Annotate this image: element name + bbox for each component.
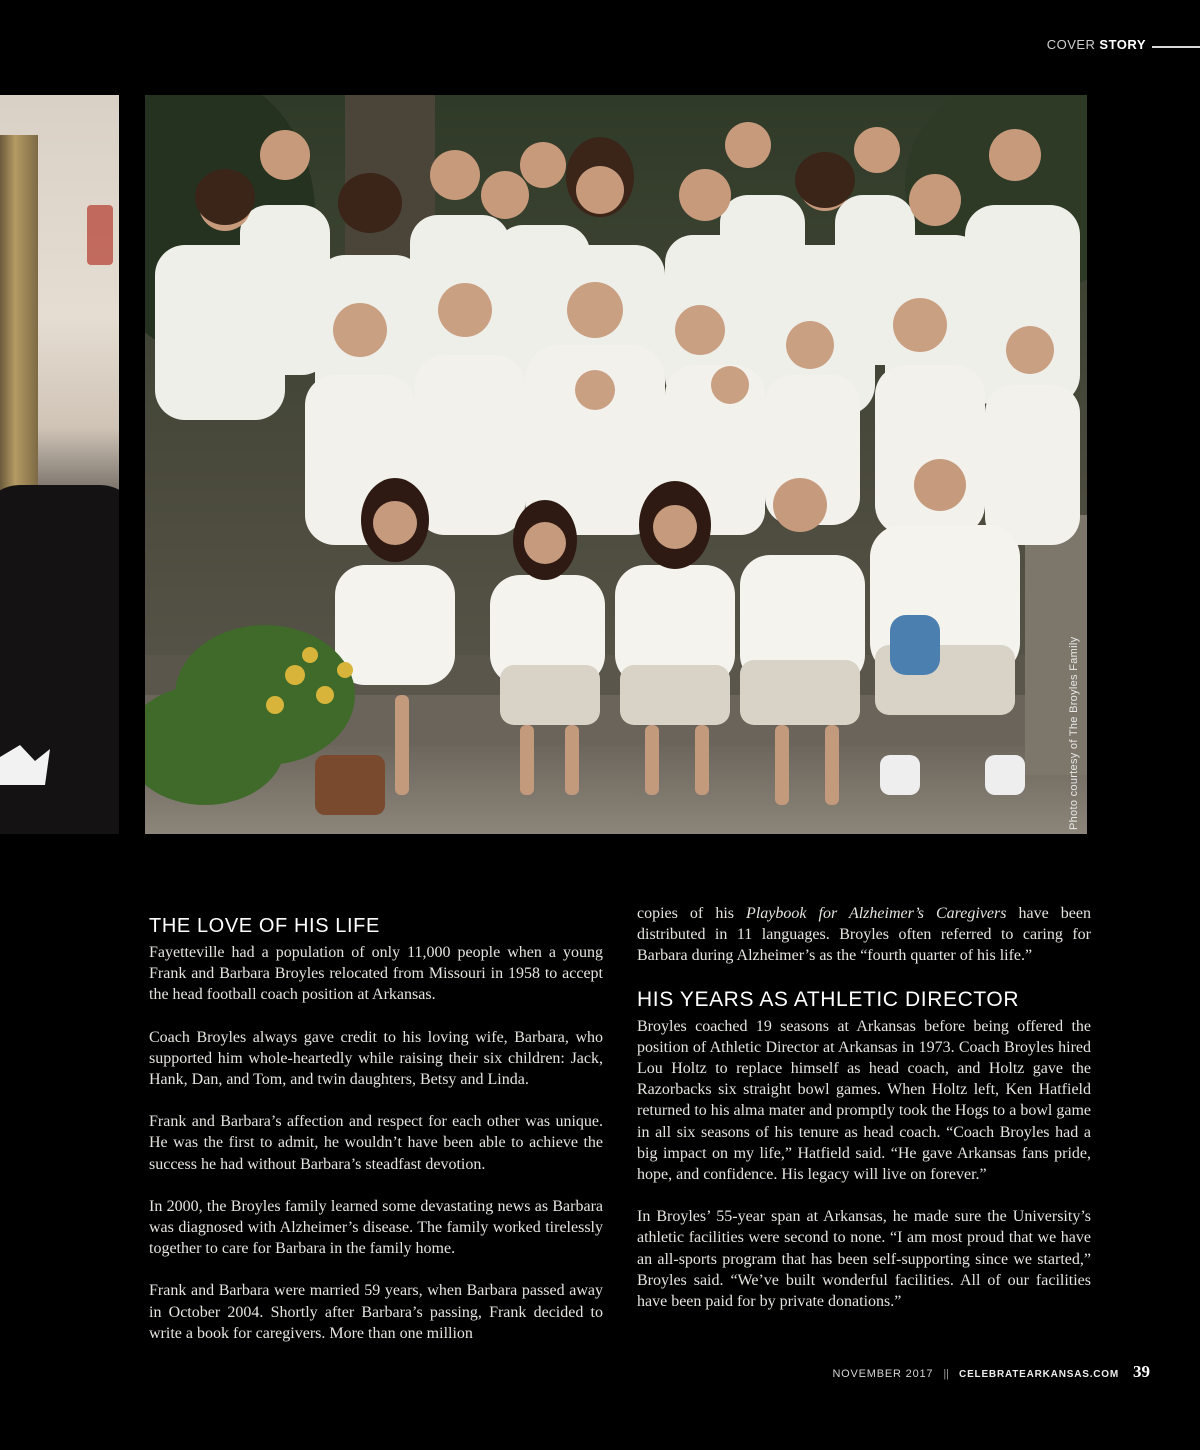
text-run: copies of his: [637, 905, 747, 922]
family-photo: [145, 95, 1087, 834]
heading-love-of-his-life: THE LOVE OF HIS LIFE: [149, 915, 380, 937]
family-photo-illustration: [145, 95, 1087, 834]
section-label: COVER: [1046, 36, 1096, 52]
page-footer: [832, 1362, 1150, 1382]
footer-separator: ||: [943, 1368, 950, 1380]
picture-frame: [0, 135, 38, 495]
paragraph: In 2000, the Broyles family learned some devastating news as Barbara was diagnosed with Alzheimer’s disease. The family worked tirelessly together to care for Barbara in the family home.: [149, 1197, 603, 1258]
article-column-left: [149, 914, 603, 1365]
paragraph: In Broyles’ 55-year span at Arkansas, he made sure the University’s athletic facilities were second to none. “I am most proud that we have an all-sports program that has been self-supporting since we started,” Broyles said. “We’ve built wonderful facilities. All of our facilities have been paid for by private donations.”: [637, 1208, 1091, 1311]
paragraph: Broyles coached 19 seasons at Arkansas before being offered the position of Athletic Director at Arkansas in 1973. Coach Broyles hired Lou Holtz to replace himself as head coach, and Holtz gave the Razorbacks six straight bowl games. When Holtz left, Ken Hatfield returned to his alma mater and promptly took the Hogs to a bowl game in all six seasons of his tenure as head coach. “Coach Broyles had a big impact on my life,” Hatfield said. “He gave Arkansas fans pride, hope, and confidence. His legacy will live on forever.”: [637, 1017, 1091, 1184]
photo-credit: Photo courtesy of The Broyles Family: [1068, 636, 1080, 830]
book-title: Playbook for Alzheimer’s Caregivers: [746, 905, 1007, 922]
heading-athletic-director: HIS YEARS AS ATHLETIC DIRECTOR: [637, 987, 1020, 1011]
section-label-bold: STORY: [1099, 36, 1146, 52]
background-detail: [87, 205, 113, 265]
paragraph: Coach Broyles always gave credit to his loving wife, Barbara, who supported him whole-heartedly while raising their six children: Jack, Hank, Dan, and Tom, and twin daughters, Betsy and Linda.: [149, 1028, 603, 1089]
website-link[interactable]: CELEBRATEARKANSAS.COM: [959, 1369, 1119, 1380]
text-run: have been distributed in 11 languages. Broyles often referred to caring for Barbara during Alzheimer’s as the “fourth quarter of his life.”: [637, 905, 1091, 965]
section-header: [1047, 34, 1200, 54]
issue-date: NOVEMBER 2017: [832, 1368, 934, 1380]
page-number: 39: [1133, 1362, 1150, 1381]
paragraph-continued: [637, 903, 1091, 967]
article-column-right: [637, 903, 1091, 1333]
paragraph: Fayetteville had a population of only 11,000 people when a young Frank and Barbara Broyles relocated from Missouri in 1958 to accept the head football coach position at Arkansas.: [149, 944, 603, 1004]
portrait-photo-crop: [0, 95, 119, 834]
paragraph: Frank and Barbara’s affection and respect for each other was unique. He was the first to admit, he wouldn’t have been able to achieve the success he had without Barbara’s steadfast devotion.: [149, 1113, 603, 1173]
header-rule: [1152, 46, 1200, 48]
paragraph: Frank and Barbara were married 59 years, when Barbara passed away in October 2004. Shortly after Barbara’s passing, Frank decided to write a book for caregivers. More than one million: [149, 1282, 603, 1342]
